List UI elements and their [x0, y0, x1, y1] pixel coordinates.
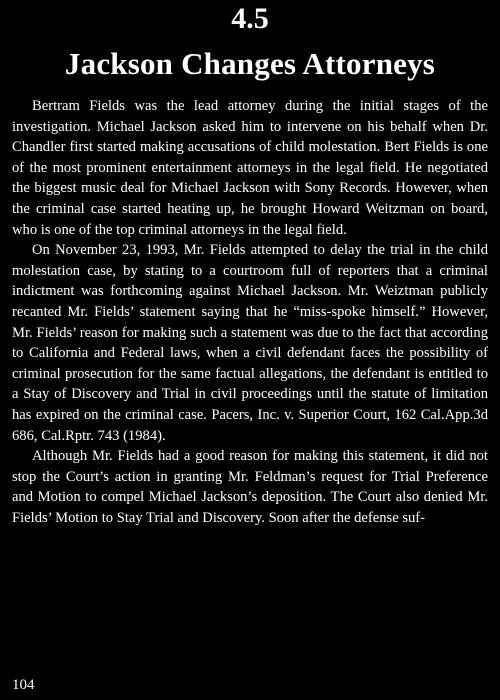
- chapter-title: Jackson Changes Attorneys: [64, 46, 436, 81]
- paragraph-3: Although Mr. Fields had a good reason for making this statement, it did not stop the Court’s action in granting Mr. Feldman’s request for Trial Preference and Motion to compel Michael Jackson’s deposition. The Court also denied Mr. Fields’ Motion to Stay Trial and Discovery. Soon after the defense suf-: [12, 448, 488, 526]
- page-number: 104: [12, 677, 35, 693]
- chapter-number: 4.5: [231, 2, 269, 35]
- paragraph-1: Bertram Fields was the lead attorney during the initial stages of the investigation. Michael Jackson asked him to intervene on his behalf when Dr. Chandler first started making accusations of child molestation. Bert Fields is one of the most prominent entertainment attorneys in the legal field. He negotiated the biggest music deal for Michael Jackson with Sony Records. However, when the criminal case started heating up, he brought Howard Weitzman on board, who is one of the top criminal attorneys in the legal field.: [12, 98, 488, 238]
- paragraph-2: On November 23, 1993, Mr. Fields attempted to delay the trial in the child molestation case, by stating to a courtroom full of reporters that a criminal indictment was forthcoming against Michael Jackson. Mr. Weiztman publicly recanted Mr. Fields’ statement saying that he “miss-spoke himself.” However, Mr. Fields’ reason for making such a statement was due to the fact that according to California and Federal laws, when a civil defendant faces the possibility of criminal prosecution for the same factual allegations, the defendant is entitled to a Stay of Discovery and Trial in civil proceedings until the statute of limitation has expired on the criminal case. Pacers, Inc. v. Superior Court, 162 Cal.App.3d 686, Cal.Rptr. 743 (1984).: [12, 242, 488, 444]
- body-text: [12, 96, 488, 528]
